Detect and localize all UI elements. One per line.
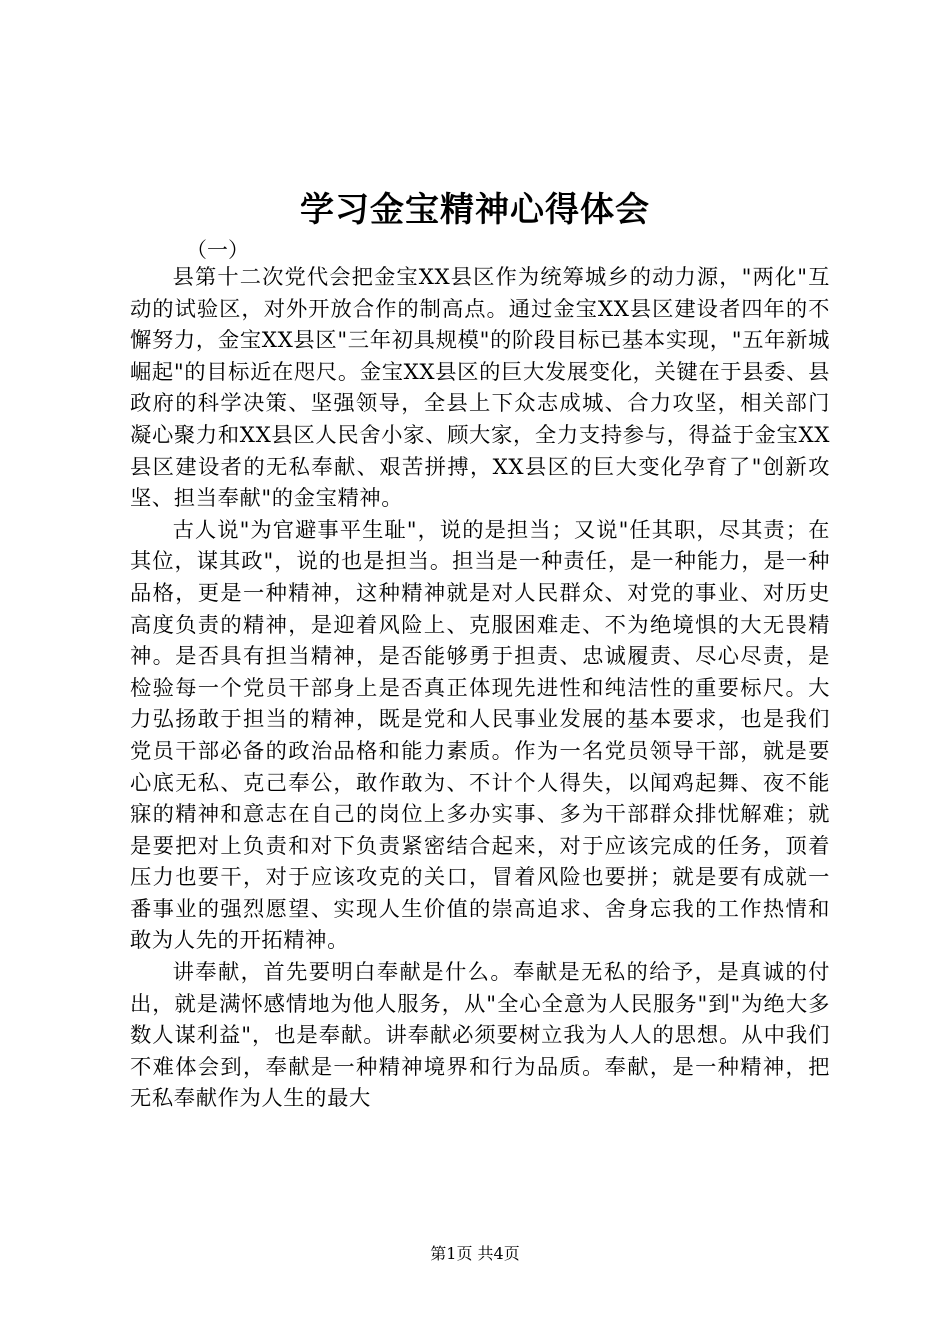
paragraph-3: 讲奉献，首先要明白奉献是什么。奉献是无私的给予，是真诚的付出，就是满怀感情地为他人服务，从"全心全意为人民服务"到"为绝大多数人谋利益"，也是奉献。讲奉献必须要树立我为人人的思想。从中我们不难体会到，奉献是一种精神境界和行为品质。奉献，是一种精神，把无私奉献作为人生的最大	[130, 960, 830, 1112]
paragraph-1: 县第十二次党代会把金宝XX县区作为统筹城乡的动力源，"两化"互动的试验区，对外开放合作的制高点。通过金宝XX县区建设者四年的不懈努力，金宝XX县区"三年初具规模"的阶段目标已基本实现，"五年新城崛起"的目标近在咫尺。金宝XX县区的巨大发展变化，关键在于县委、县政府的科学决策、坚强领导，全县上下众志成城、合力攻坚，相关部门凝心聚力和XX县区人民舍小家、顾大家，全力支持参与，得益于金宝XX县区建设者的无私奉献、艰苦拼搏，XX县区的巨大变化孕育了"创新攻坚、担当奉献"的金宝精神。	[130, 265, 830, 512]
section-label: （一）	[186, 238, 249, 262]
page-title: 学习金宝精神心得体会	[300, 190, 650, 230]
page-footer: 第1页 共4页	[430, 1244, 520, 1263]
document-body	[130, 262, 830, 1115]
paragraph-2: 古人说"为官避事平生耻"，说的是担当；又说"任其职，尽其责；在其位，谋其政"，说的也是担当。担当是一种责任，是一种能力，是一种品格，更是一种精神，这种精神就是对人民群众、对党的事业、对历史高度负责的精神，是迎着风险上、克服困难走、不为绝境惧的大无畏精神。是否具有担当精神，是否能够勇于担责、忠诚履责、尽心尽责，是检验每一个党员干部身上是否真正体现先进性和纯洁性的重要标尺。大力弘扬敢于担当的精神，既是党和人民事业发展的基本要求，也是我们党员干部必备的政治品格和能力素质。作为一名党员领导干部，就是要心底无私、克己奉公，敢作敢为、不计个人得失，以闻鸡起舞、夜不能寐的精神和意志在自己的岗位上多办实事、多为干部群众排忧解难；就是要把对上负责和对下负责紧密结合起来，对于应该完成的任务，顶着压力也要干，对于应该攻克的关口，冒着风险也要拼；就是要有成就一番事业的强烈愿望、实现人生价值的崇高追求、舍身忘我的工作热情和敢为人先的开拓精神。	[130, 517, 830, 954]
